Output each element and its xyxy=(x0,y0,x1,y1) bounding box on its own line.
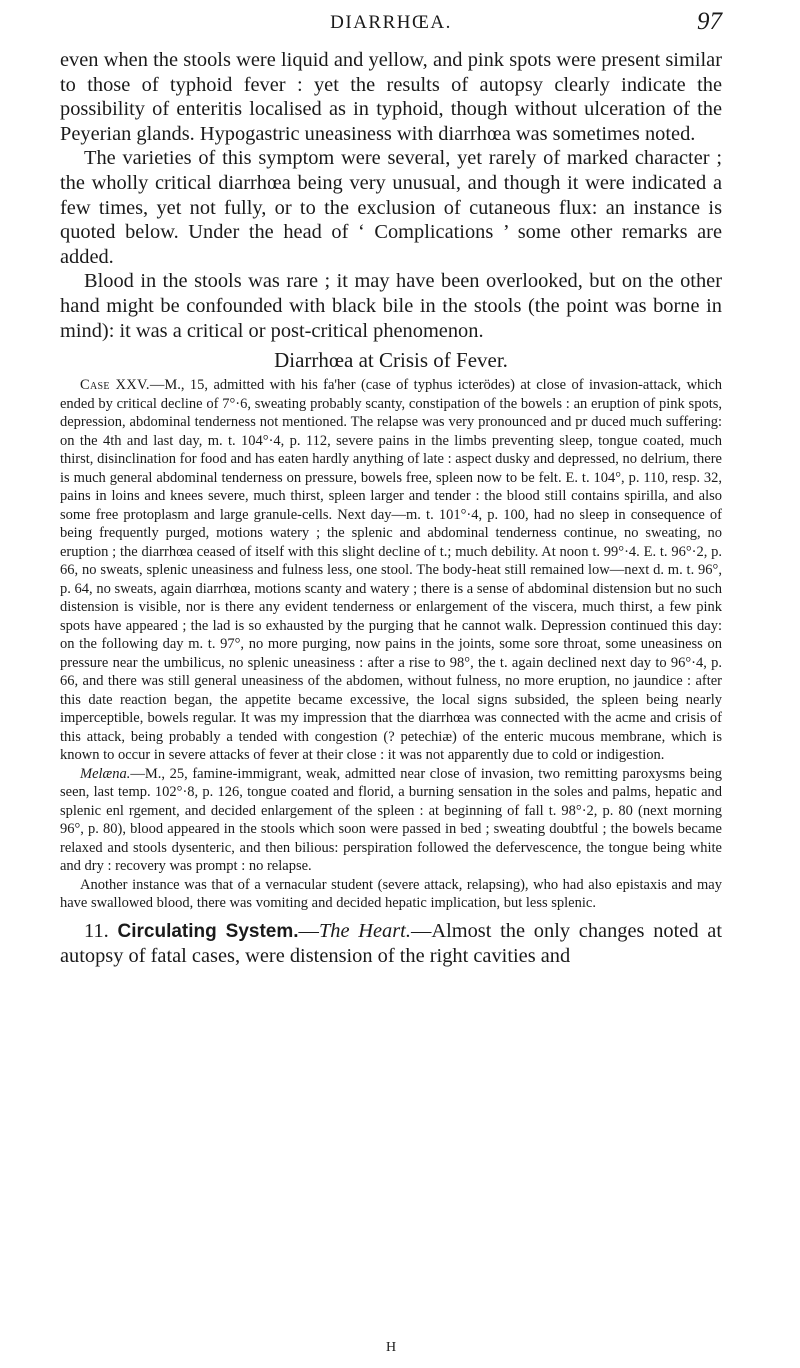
section-subtitle: The Heart. xyxy=(318,919,411,942)
page-number: 97 xyxy=(697,8,722,35)
melaena-label: Melæna. xyxy=(80,765,131,782)
paragraph-varieties: The varieties of this symptom were several, yet rarely of marked character ; the wholly critical diarrhœa being very unusual, and though it were indicated a few times, yet not fully, or to the exclusion of cutaneous flux: an instance is quoted below. Under the head of ‘ Complications ’ some other remarks are added. xyxy=(60,147,722,268)
section-number: 11. xyxy=(84,919,109,942)
section-subheading: Diarrhœa at Crisis of Fever. xyxy=(274,348,508,373)
paragraph-blood-in-stools: Blood in the stools was rare ; it may have been overlooked, but on the other hand might be confounded with black bile in the stools (the point was borne in mind): it was a critical or post-critical phenomenon. xyxy=(60,270,722,342)
case-text: —M., 15, admitted with his fa'her (case of typhus icterödes) at close of invasion-attack, which ended by critical decline of 7°·6, sweating probably scanty, constipation of the bowels : an eruption of pink spots, depression, abdominal tenderness not mentioned. The relapse was very pronounced and pr duced much suffering: on the 4th and last day, m. t. 104°·4, p. 112, severe pains in the limbs preventing sleep, tongue coated, much thirst, disinclination for food and has eaten hardly anything of late : aspect dusky and depressed, no delrium, there is much general abdominal tenderness on pressure, bowels free, spleen now to be felt. E. t. 104°, p. 110, resp. 32, pains in loins and knees severe, much thirst, spleen larger and tender : the blood still contains spirilla, and also some free protoplasm and large granule-cells. Next day—m. t. 101°·4, p. 100, had no sleep in consequence of being frequently purged, motions watery ; the splenic and abdominal tenderness continue, no sweating, no eruption ; the diarrhœa ceased of itself with this slight decline of t.; much debility. At noon t. 99°·4. E. t. 96°·2, p. 66, no sweats, splenic uneasiness and fulness less, one stool. The body-heat still remained low—next d. m. t. 96°, p. 64, no sweats, again diarrhœa, motions scanty and watery ; there is a sense of abdominal distension but no such distension is visible, nor is there any evident tenderness or enlargement of the viscera, much thirst, a few pink spots have appeared ; the lad is so exhausted by the purging that he cannot walk. Depression continued this day: on the following day m. t. 97°, no more purging, now pains in the joints, some sore throat, some uneasiness on pressure near the umbilicus, no splenic uneasiness : after a rise to 98°, the t. again declined next day to 96°·4, p. 66, and there was still general uneasiness of the abdomen, without fulness, no more eruption, no jaundice : after this date reaction began, the appetite became excessive, the local signs subsided, the spleen being nearly imperceptible, bowels regular. It was my impression that the diarrhœa was connected with the acme and crisis of this attack, being probably a tended with congestion (? petechiæ) of the enteric mucous membrane, which is known to occur in severe attacks of fever at their close : it was not apparently due to cold or indigestion. xyxy=(60,377,723,764)
page-header xyxy=(60,8,722,38)
melaena-report xyxy=(60,765,722,876)
section-11-paragraph xyxy=(60,919,722,969)
case-report xyxy=(60,376,722,765)
page-body xyxy=(60,48,722,969)
melaena-text: —M., 25, famine-immigrant, weak, admitted near close of invasion, two remitting paroxysms being seen, last temp. 102°·8, p. 126, tongue coated and florid, a burning sensation in the soles and palms, hepatic and splenic enl rgement, and decided enlargement of the spleen : at beginning of fall t. 98°·2, p. 80 (next morning 96°, p. 80), blood appeared in the stools which soon were passed in bed ; sweating doubtful ; the bowels became relaxed and stools dysenteric, and then bilious: perspiration followed the defervescence, the tongue being white and dry : recovery was prompt : no relapse. xyxy=(60,765,722,875)
signature-mark: H xyxy=(385,1340,397,1355)
paragraph-intro: even when the stools were liquid and yellow, and pink spots were present similar to those of typhoid fever : yet the results of autopsy clearly indicate the possibility of enteritis localised as in typhoid, though without ulceration of the Peyerian glands. Hypogastric uneasiness with diarrhœa was sometimes noted. xyxy=(60,49,722,145)
section-dash: — xyxy=(298,919,319,942)
section-text: —Almost the only changes noted at autopsy of fatal cases, were distension of the right cavities and xyxy=(60,919,723,968)
running-head: DIARRHŒA. xyxy=(330,12,452,33)
another-instance: Another instance was that of a vernacular student (severe attack, relapsing), who had also epistaxis and may have swallowed blood, there was vomiting and decided hepatic implication, but less splenic. xyxy=(60,876,722,912)
section-title: Circulating System. xyxy=(117,920,299,942)
case-label: Case XXV. xyxy=(80,377,150,394)
